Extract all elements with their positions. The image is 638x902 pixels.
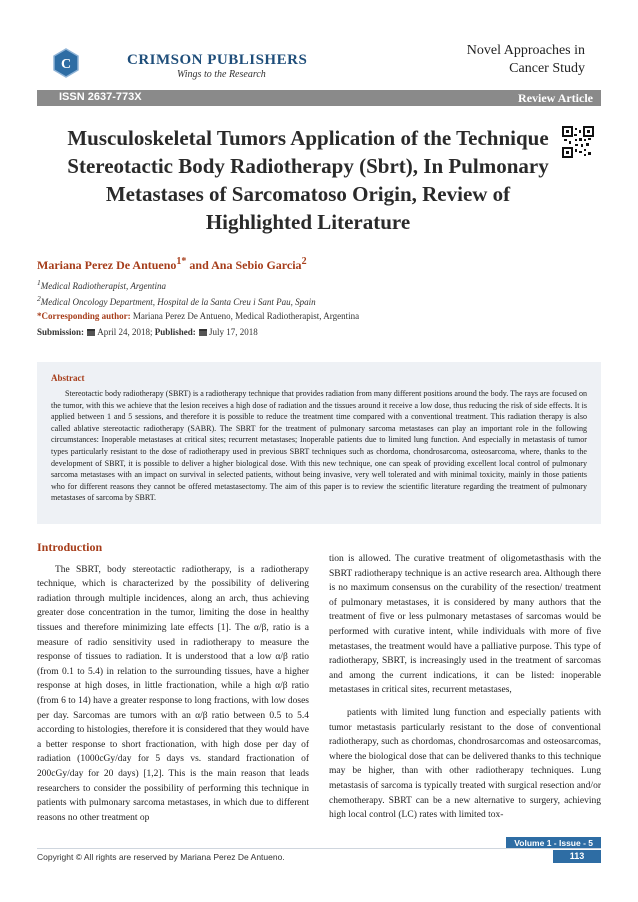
published-label: Published: [154, 327, 196, 337]
body-column-right [329, 552, 601, 823]
issn-label: ISSN 2637-773X [59, 91, 142, 103]
introduction-paragraph-1-continued: tion is allowed. The curative treatment of oligometasthasis with the SBRT radiotherapy technique is an active research area. Although there is no maximum consensus on the curability of the resection/ treatment of pulmonary metastases, it is considered by many authors that the treatment of five or less pulmonary metastases of sarcomas would be performed with curative intent, while individuals with more of five metastases, the treatment would have a palliative purpose. This type of radiotherapy, SBRT, is increasingly used in the treatment of sarcomas and among the current indications, it can be listed: inoperable metastases in critical sites, recurrent metastases, [329, 554, 601, 696]
publisher-tagline: Wings to the Research [177, 69, 266, 80]
svg-text:C: C [60, 57, 72, 72]
author-1: Mariana Perez De Antueno [37, 258, 177, 272]
introduction-paragraph-2: patients with limited lung function and especially patients with tumor metastasis particularly resistant to the dose of conventional radiotherapy, such as chordomas, chondrosarcomas and osteosarcomas, where the biological dose that can be delivered thanks to this technique may be higher, than with other radiotherapy techniques. Lung metastasis of sarcoma is typically treated with surgical resection and/or chemotherapy. SBRT can be a new alternative to surgery, achieving high local control (LC) rates with limited tox- [329, 707, 601, 821]
affiliation-2-text: Medical Oncology Department, Hospital de la Santa Creu i Sant Pau, Spain [40, 297, 316, 307]
published-date: July 17, 2018 [209, 327, 258, 337]
affiliation-1-text: Medical Radiotherapist, Argentina [40, 281, 166, 291]
footer-divider [37, 848, 601, 849]
affiliation-1-marker: 1 [37, 278, 41, 287]
journal-header [37, 30, 601, 88]
issn-band [37, 90, 601, 106]
calendar-icon [87, 329, 95, 336]
submission-label: Submission: [37, 327, 85, 337]
affiliation-2 [37, 294, 316, 307]
author-1-marker: 1* [176, 256, 187, 267]
author-2-marker: 2 [301, 256, 307, 267]
qr-code-icon [562, 126, 594, 158]
journal-title-line2: Cancer Study [509, 61, 585, 76]
crimson-logo-icon [53, 48, 79, 78]
journal-title [467, 42, 585, 78]
calendar-icon [199, 329, 207, 336]
introduction-paragraph-1: The SBRT, body stereotactic radiotherapy, is a radiotherapy technique, which is characterized by the possibility of delivering radiation through multiple incidences, along an arch, thus achieving greater dose concentration in the tumor, limiting the dose in healthy tissues and therefore minimizing late effects [1]. The α/β, ratio is a measure of radio sensitivity used in radiotherapy to measure the response of tissues to radiation. It is understood that a low α/β ratio (from 0.1 to 5.4) in relation to the surrounding tissues, have a higher response at high doses, in little fractionation, while a high α/β ratio (from 6 to 14) have a greater response to long fractions, with low doses per day. Sarcomas are tumors with an α/β ratio between 0.5 to 5.4 according to histologies, therefore it is considered that they would have a better response to short fractionation, with high dose per day of radiation (1000cGy/day for 5 days vs. standard fractionation of 200cGy/day for 20 days) [1,2]. This is the main reason that leads researchers to consider the possibility of performing this technique in patients with pulmonary sarcoma metastases, in which due to different reasons no other treatment op [37, 564, 309, 823]
article-title: Musculoskeletal Tumors Application of the Technique Stereotactic Body Radiotherapy (Sbrt), In Pulmonary Metastases of Sarcomatoso Origin, Review of Highlighted Literature [67, 126, 549, 234]
abstract-heading: Abstract [51, 373, 85, 383]
abstract-text: Stereotactic body radiotherapy (SBRT) is a radiotherapy technique that provides radiation from many different positions around the body. The rays are focused on the tumor, with this we achieve that the lesion receives a high dose of radiation and the tissues around it receive a low dose, thus reducing the risk of side effects. It is applied between 1 and 5 sessions, and therefore it is possible to reduce the treatment time compared with a conventional treatment. This radiation therapy is also called ablative stereotactic radiotherapy (SABR). The SBRT for the treatment of pulmonary sarcoma metastases can play an important role in the following circumstances: Inoperable metastases at critical sites; recurrent metastases; Inoperable patients due to limited lung function. And especially in metastasis of tumor types particularly resistant to the dose of radiotherapy used in previous SBRT techniques such as chordoma, chondrosarcoma, osteosarcoma, where, thanks to the development of SBRT, it is possible to deliver a higher biological dose. With this new technique, one can speak of providing excellent local control of pulmonary sarcoma metastases with an impact on survival in selected patients, without being invasive, very well tolerated and with minimal toxicity, mainly in those patients who for different reasons they cannot be offered metastasectomy. The aim of this paper is to review the scientific literature regarding the treatment of pulmonary metastases of sarcoma by SBRT. [51, 389, 587, 503]
body-column-left [37, 540, 309, 825]
abstract-box [37, 362, 601, 524]
introduction-heading: Introduction [37, 540, 103, 554]
copyright-notice: Copyright © All rights are reserved by Mariana Perez De Antueno. [37, 852, 285, 862]
submission-date: April 24, 2018; [97, 327, 153, 337]
journal-title-line1: Novel Approaches in [466, 43, 585, 58]
page-number: 113 [553, 850, 601, 863]
article-dates [37, 327, 258, 337]
affiliation-1 [37, 278, 166, 291]
author-list [37, 256, 307, 273]
volume-issue-badge: Volume 1 - Issue - 5 [506, 837, 601, 849]
corresponding-author-text: Mariana Perez De Antueno, Medical Radiotherapist, Argentina [130, 311, 360, 321]
affiliation-2-marker: 2 [37, 294, 41, 303]
author-2: and Ana Sebio Garcia [186, 258, 302, 272]
publisher-name: CRIMSON PUBLISHERS [127, 52, 308, 68]
article-type-label: Review Article [518, 91, 593, 105]
corresponding-author [37, 311, 359, 321]
corresponding-author-label: *Corresponding author: [37, 311, 131, 321]
